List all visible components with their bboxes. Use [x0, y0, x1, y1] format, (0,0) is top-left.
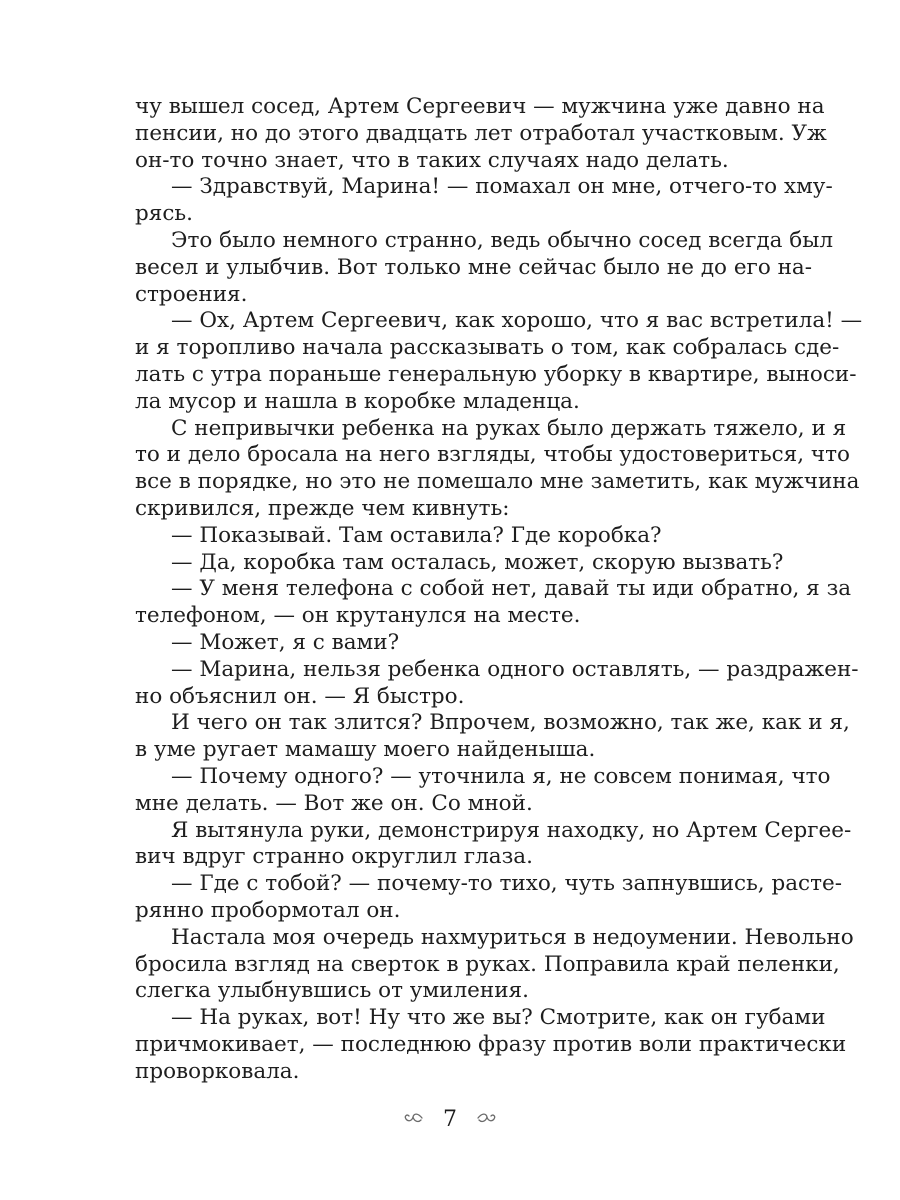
text-line: но объяснил он. — Я быстро.: [135, 683, 465, 709]
text-line: и я торопливо начала рассказывать о том, как собралась сде-: [135, 335, 840, 361]
text-line: — У меня телефона с собой нет, давай ты иди обратно, я за: [171, 576, 852, 602]
text-line: пенсии, но до этого двадцать лет отработал участковым. Уж: [135, 120, 827, 146]
text-line: в уме ругает мамашу моего найденыша.: [135, 737, 596, 763]
text-line: чу вышел сосед, Артем Сергеевич — мужчина уже давно на: [135, 94, 825, 119]
text-line: — Здравствуй, Марина! — помахал он мне, отчего-то хму-: [171, 174, 833, 200]
right-ornament-icon: [476, 1110, 498, 1129]
text-line: С непривычки ребенка на руках было держать тяжело, и я: [171, 415, 847, 441]
text-line: весел и улыбчив. Вот только мне сейчас было не до его на-: [135, 254, 813, 280]
text-line: — Марина, нельзя ребенка одного оставлять, — раздражен-: [171, 656, 859, 682]
text-line: мне делать. — Вот же он. Со мной.: [135, 790, 533, 816]
text-line: рянно пробормотал он.: [135, 897, 401, 923]
text-line: Я вытянула руки, демонстрируя находку, но Артем Сергее-: [171, 817, 852, 843]
text-line: строения.: [135, 281, 248, 307]
page-number: 7: [443, 1107, 457, 1132]
text-line: И чего он так злится? Впрочем, возможно, так же, как и я,: [171, 710, 850, 736]
page-footer: [0, 1107, 900, 1132]
text-line: — Да, коробка там осталась, может, скорую вызвать?: [171, 549, 784, 575]
text-line: вич вдруг странно округлил глаза.: [135, 844, 533, 870]
body-text: [135, 94, 863, 1085]
text-line: бросила взгляд на сверток в руках. Поправила край пеленки,: [135, 951, 840, 977]
text-line: проворковала.: [135, 1058, 300, 1084]
text-line: причмокивает, — последнюю фразу против воли практически: [135, 1031, 847, 1057]
text-line: Настала моя очередь нахмуриться в недоумении. Невольно: [171, 924, 854, 950]
text-line: Это было немного странно, ведь обычно сосед всегда был: [171, 227, 833, 253]
text-line: — Почему одного? — уточнила я, не совсем понимая, что: [171, 763, 831, 789]
text-line: он-то точно знает, что в таких случаях надо делать.: [135, 147, 729, 173]
text-line: то и дело бросала на него взгляды, чтобы удостовериться, что: [135, 442, 850, 468]
text-line: лать с утра пораньше генеральную уборку в квартире, выноси-: [135, 361, 857, 387]
text-line: — Ох, Артем Сергеевич, как хорошо, что я вас встретила! —: [171, 308, 863, 334]
left-ornament-icon: [402, 1110, 424, 1129]
text-line: скривился, прежде чем кивнуть:: [135, 495, 510, 521]
text-line: ла мусор и нашла в коробке младенца.: [135, 388, 580, 414]
text-line: рясь.: [135, 201, 193, 227]
text-line: — Показывай. Там оставила? Где коробка?: [171, 522, 662, 548]
text-line: — На руках, вот! Ну что же вы? Смотрите, как он губами: [171, 1005, 826, 1031]
text-line: — Где с тобой? — почему-то тихо, чуть запнувшись, расте-: [171, 871, 842, 897]
text-line: все в порядке, но это не помешало мне заметить, как мужчина: [135, 469, 860, 495]
text-line: — Может, я с вами?: [171, 629, 400, 655]
text-line: слегка улыбнувшись от умиления.: [135, 978, 529, 1004]
text-line: телефоном, — он крутанулся на месте.: [135, 603, 581, 629]
